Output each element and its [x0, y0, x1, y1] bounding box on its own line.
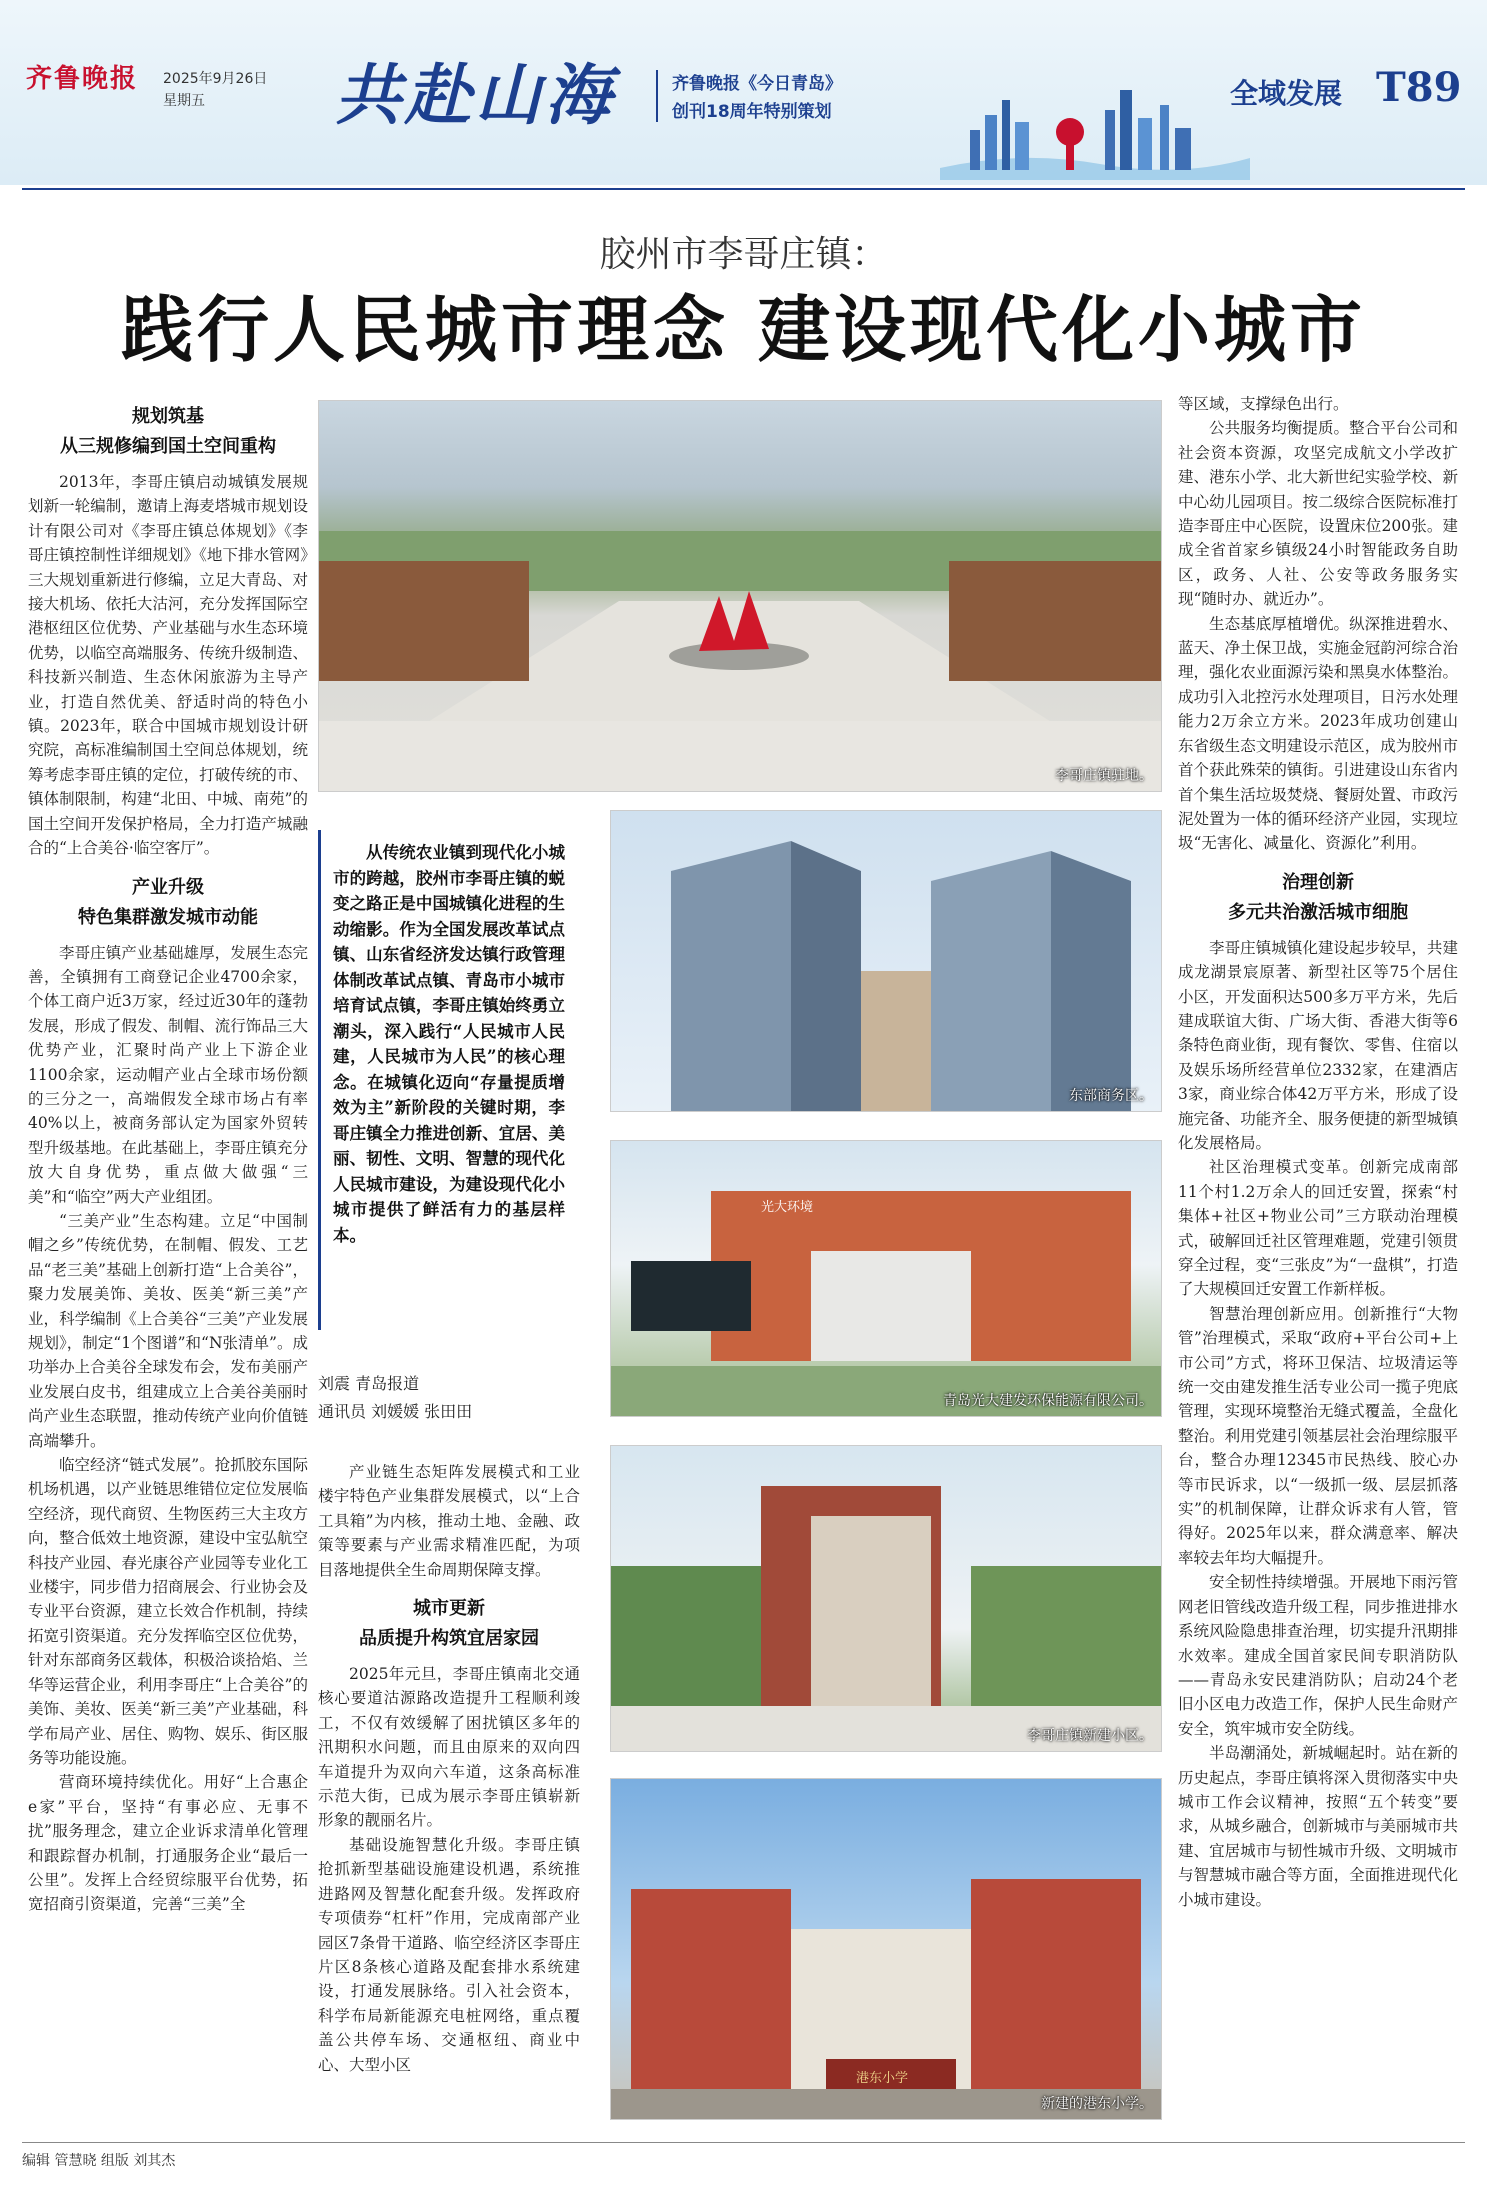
company-sign: 光大环境 [761, 1200, 814, 1215]
footer-rule [22, 2142, 1465, 2143]
photo-caption: 青岛光大建发环保能源有限公司。 [943, 1393, 1153, 1409]
byline [318, 1370, 578, 1426]
paragraph: 生态基底厚植增优。纵深推进碧水、蓝天、净土保卫战，实施金冠韵河综合治理，强化农业面源污染和黑臭水体整治。成功引入北控污水处理项目，日污水处理能力2万余立方米。2023年成功创建山东省级生态文明建设示范区，成为胶州市首个获此殊荣的镇街。引进建设山东省内首个集生活垃圾焚烧、餐厨处置、市政污泥处置为一体的循环经济产业园，实现垃圾“无害化、减量化、资源化”利用。 [1178, 614, 1458, 853]
masthead-rule [22, 188, 1465, 190]
feature-title: 共赴山海 [335, 56, 615, 134]
section-title-planning: 规划筑基 [132, 406, 204, 427]
paragraph: 公共服务均衡提质。整合平台公司和社会资本资源，攻坚完成航文小学改扩建、港东小学、北大新世纪实验学校、新中心幼儿园项目。按二级综合医院标准打造李哥庄中心医院，设置床位200张。建成全省首家乡镇级24小时智能政务自助区，政务、人社、公安等政务服务实现“随时办、就近办”。 [1178, 419, 1458, 609]
paragraph: 等区域，支撑绿色出行。 [1178, 395, 1349, 413]
town-seat-illustration [319, 401, 1161, 791]
paragraph: 李哥庄镇城镇化建设起步较早，共建成龙湖景宸原著、新型社区等75个居住小区，开发面积达500多万平方米，先后建成联谊大街、广场大街、香港大街等6条特色商业街，现有餐饮、零售、住宿以及娱乐场所经营单位2332家，在建酒店3家，商业综合体42万平方米，形成了设施完备、功能齐全、服务便捷的新型城镇化发展格局。 [1178, 938, 1458, 1152]
section-name: 全域发展 [1230, 77, 1343, 110]
section-title-industry: 产业升级 [132, 876, 204, 898]
paragraph: 基础设施智慧化升级。李哥庄镇抢抓新型基础设施建设机遇，系统推进路网及智慧化配套升级。发挥政府专项债券“杠杆”作用，完成南部产业园区7条骨干道路、临空经济区李哥庄片区8条核心道路及配套排水系统建设，打通发展脉络。引入社会资本，科学布局新能源充电桩网络，重点覆盖公共停车场、交通枢纽、商业中心、大型小区 [318, 1835, 580, 2074]
masthead-divider [656, 70, 658, 122]
energy-company-illustration [611, 1141, 1161, 1416]
photo-energy-company [610, 1140, 1162, 1417]
photo-gangdong-school [610, 1778, 1162, 2120]
editor-credits: 编辑 管慧晓 组版 刘其杰 [22, 2153, 176, 2169]
intro-paragraph: 从传统农业镇到现代化小城市的跨越，胶州市李哥庄镇的蜕变之路正是中国城镇化进程的生动缩影。作为全国发展改革试点镇、山东省经济发达镇行政管理体制改革试点镇、青岛市小城市培育试点镇，李哥庄镇始终勇立潮头，深入践行“人民城市人民建，人民城市为人民”的核心理念。在城镇化迈向“存量提质增效为主”新阶段的关键时期，李哥庄镇全力推进创新、宜居、美丽、韧性、文明、智慧的现代化人民城市建设，为建设现代化小城市提供了鲜活有力的基层样本。 [333, 843, 565, 1245]
right-column [1178, 392, 1458, 1912]
left-column [28, 402, 308, 1917]
issue-date-block [163, 68, 267, 112]
byline-reporter: 刘震 青岛报道 [318, 1374, 420, 1393]
newspaper-logo: 齐鲁晚报 [26, 64, 139, 94]
section-subtitle-industry: 特色集群激发城市动能 [78, 906, 258, 928]
paragraph: 2025年元旦，李哥庄镇南北交通核心要道沽源路改造提升工程顺利竣工，不仅有效缓解了困扰镇区多年的汛期积水问题，而且由原来的双向四车道提升为双向六车道，这条高标准示范大街，已成为展示李哥庄镇崭新形象的靓丽名片。 [318, 1665, 580, 1830]
photo-town-seat [318, 400, 1162, 792]
intro-box [318, 830, 573, 1330]
paragraph: 社区治理模式变革。创新完成南部11个村1.2万余人的回迁安置，探索“村集体+社区+物业公司”三方联动治理模式，破解回迁社区管理难题，党建引领贯穿全过程，变“三张皮”为“一盘棋”，打造了大规模回迁安置工作新样板。 [1178, 1158, 1458, 1299]
page-number: T89 [1376, 64, 1462, 111]
section-subtitle-governance: 多元共治激活城市细胞 [1228, 901, 1408, 923]
paragraph: 营商环境持续优化。用好“上合惠企e家”平台，坚持“有事必应、无事不扰”服务理念，建立企业诉求清单化管理和跟踪督办机制，打通服务企业“最后一公里”。发挥上合经贸综服平台优势，拓宽招商引资渠道，完善“三美”全 [28, 1773, 308, 1914]
photo-caption: 李哥庄镇驻地。 [1055, 768, 1153, 784]
section-subtitle-renewal: 品质提升构筑宜居家园 [359, 1628, 539, 1650]
paragraph: 李哥庄镇产业基础雄厚，发展生态完善，全镇拥有工商登记企业4700余家，个体工商户近3万家，经过近30年的蓬勃发展，形成了假发、制帽、流行饰品三大优势产业，汇聚时尚产业上下游企业1100余家，运动帽产业占全球市场份额的三分之一，高端假发全球市场占有率40%以上，被商务部认定为国家外贸转型升级基地。在此基础上，李哥庄镇充分放大自身优势，重点做大做强“三美”和“临空”两大产业组团。 [28, 943, 308, 1206]
feature-slogan [672, 70, 842, 126]
photo-east-business-district [610, 810, 1162, 1112]
section-title-renewal: 城市更新 [413, 1598, 485, 1620]
paragraph: 2013年，李哥庄镇启动城镇发展规划新一轮编制，邀请上海麦塔城市规划设计有限公司对《李哥庄镇总体规划》《李哥庄镇控制性详细规划》《地下排水管网》三大规划重新进行修编，立足大青岛、对接大机场、依托大沽河，充分发挥国际空港枢纽区位优势、产业基础与水生态环境优势，以临空高端服务、传统升级制造、科技新兴制造、生态休闲旅游为主导产业，打造自然优美、舒适时尚的特色小镇。2023年，联合中国城市规划设计研究院，高标准编制国土空间总体规划，统筹考虑李哥庄镇的定位，打破传统的市、镇体制限制，构建“北田、中城、南苑”的国土空间开发保护格局，全力打造产城融合的“上合美谷·临空客厅”。 [28, 473, 308, 858]
issue-weekday: 星期五 [163, 93, 205, 109]
paragraph: 产业链生态矩阵发展模式和工业楼宇特色产业集群发展模式，以“上合工具箱”为内核，推动土地、金融、政策等要素与产业需求精准匹配，为项目落地提供全生命周期保障支撑。 [318, 1463, 580, 1579]
byline-correspondents: 通讯员 刘媛媛 张田田 [318, 1402, 473, 1421]
article-kicker: 胶州市李哥庄镇： [599, 234, 888, 275]
slogan-line-2: 创刊18周年特别策划 [672, 102, 832, 122]
photo-caption: 东部商务区。 [1069, 1088, 1153, 1104]
skyline-illustration [940, 60, 1250, 180]
business-towers-illustration [611, 811, 1161, 1111]
middle-column [318, 1460, 580, 2077]
intro-text [321, 830, 573, 1248]
slogan-line-1: 齐鲁晚报《今日青岛》 [672, 74, 842, 94]
issue-date: 2025年9月26日 [163, 71, 268, 87]
paragraph: 智慧治理创新应用。创新推行“大物管”治理模式，采取“政府+平台公司+上市公司”方式，将环卫保洁、垃圾清运等统一交由建发推生活专业公司一揽子兜底管理，实现环境整治无缝式覆盖，全盘化整治。利用党建引领基层社会治理综服平台，整合办理12345市民热线、胶心办等市民诉求，以“一级抓一级、层层抓落实”的机制保障，让群众诉求有人管，管得好。2025年以来，群众满意率、解决率较去年均大幅提升。 [1178, 1304, 1458, 1567]
section-subtitle-planning: 从三规修编到国土空间重构 [60, 436, 276, 457]
paragraph: “三美产业”生态构建。立足“中国制帽之乡”传统优势，在制帽、假发、工艺品“老三美”基础上创新打造“上合美谷”，聚力发展美饰、美妆、医美“新三美”产业，科学编制《上合美谷“三美”产业发展规划》，制定“1个图谱”和“N张清单”。成功举办上合美谷全球发布会，发布美丽产业发展白皮书，组建成立上合美谷美丽时尚产业生态联盟，推动传统产业向价值链高端攀升。 [28, 1211, 308, 1450]
school-sign: 港东小学 [856, 2071, 909, 2086]
paragraph: 安全韧性持续增强。开展地下雨污管网老旧管线改造升级工程，同步推进排水系统风险隐患排查治理，切实提升汛期排水效率。建成全国首家民间专职消防队——青岛永安民建消防队；启动24个老旧小区电力改造工作，保护人民生命财产安全，筑牢城市安全防线。 [1178, 1573, 1458, 1738]
residential-illustration [611, 1446, 1161, 1751]
photo-caption: 新建的港东小学。 [1041, 2096, 1153, 2112]
paragraph: 临空经济“链式发展”。抢抓胶东国际机场机遇，以产业链思维错位定位发展临空经济，现代商贸、生物医药三大主攻方向，整合低效土地资源，建设中宝弘航空科技产业园、春光康谷产业园等专业化工业楼宇，同步借力招商展会、行业协会及专业平台资源，建立长效合作机制，持续拓宽引资渠道。充分发挥临空区位优势，针对东部商务区载体，积极洽谈拾焰、兰华等运营企业，利用李哥庄“上合美谷”的美饰、美妆、医美“新三美”产业基础，科学布局产业、居住、购物、娱乐、街区服务等功能设施。 [28, 1456, 308, 1767]
photo-caption: 李哥庄镇新建小区。 [1027, 1728, 1153, 1744]
photo-new-residential [610, 1445, 1162, 1752]
paragraph: 半岛潮涌处，新城崛起时。站在新的历史起点，李哥庄镇将深入贯彻落实中央城市工作会议精神，按照“五个转变”要求，从城乡融合，创新城市与美丽城市共建、宜居城市与韧性城市升级、文明城市与智慧城市融合等方面，全面推进现代化小城市建设。 [1178, 1744, 1458, 1909]
article-headline: 践行人民城市理念 建设现代化小城市 [120, 287, 1367, 372]
section-title-governance: 治理创新 [1282, 871, 1354, 893]
